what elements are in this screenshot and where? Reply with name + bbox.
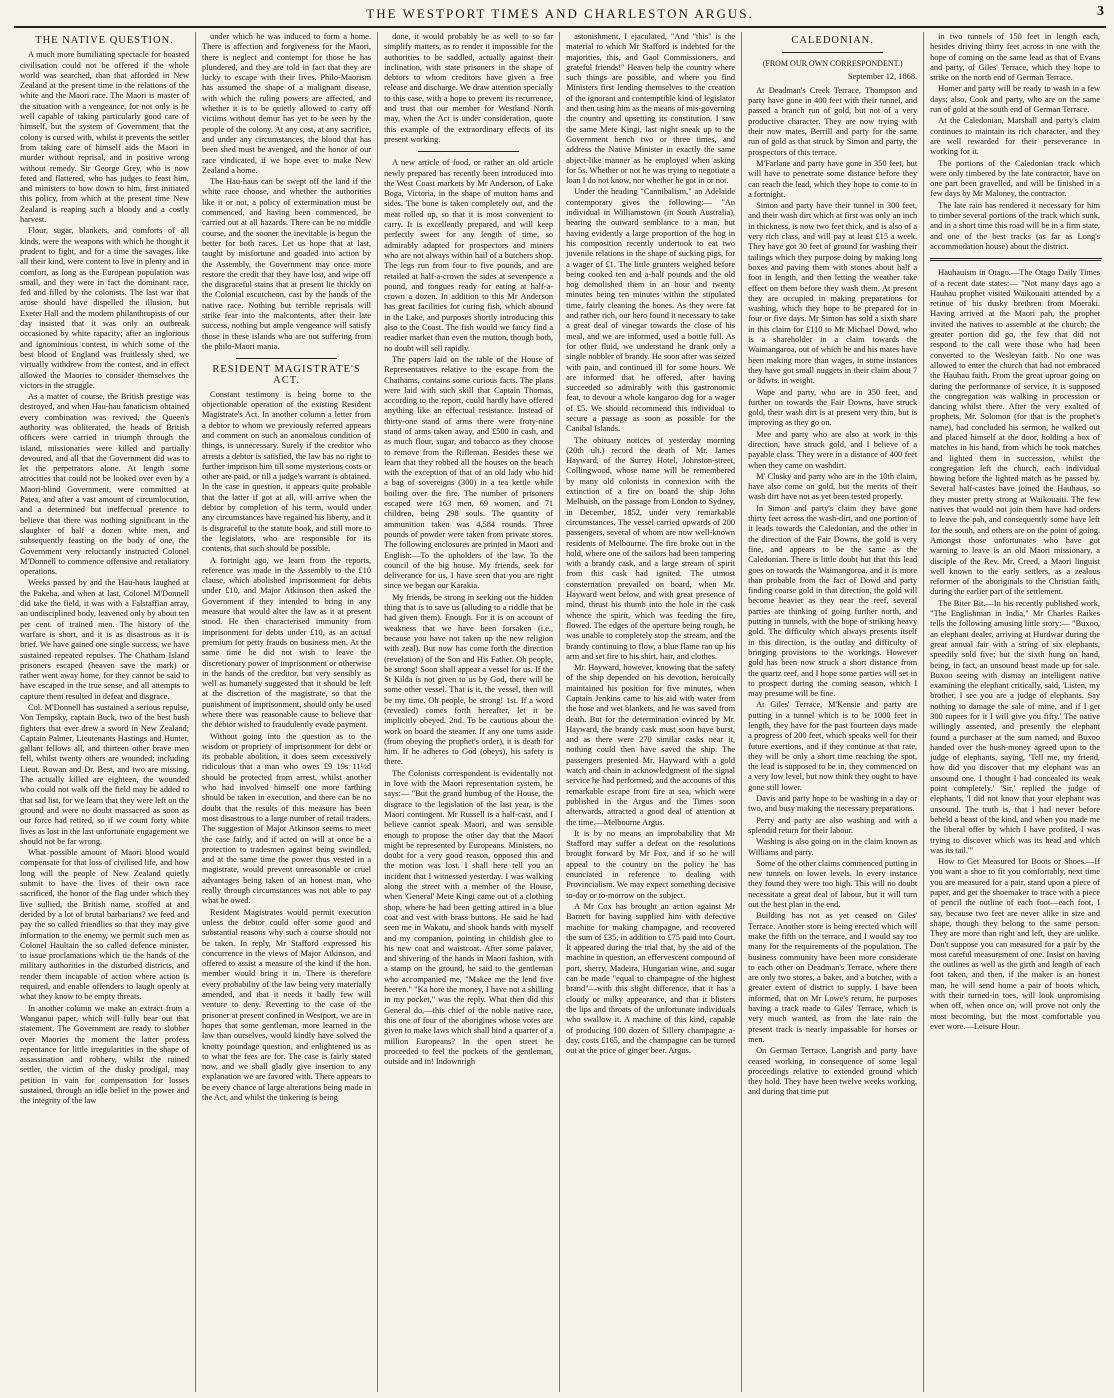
paragraph: The Colonists correspondent is evidentally not in love with the Maori representation system, he says:— "But the grand humbug of the House, the disgrace to the legislation of the last year, is the Maori contingent. Mr Russell is a half-cast, and I believe cannot speak Maori, and was sensible enough to propose the other day that the Maori might be represented by Europeans. Ministers, no doubt for a very good reason, opposed this and the motion was lost. I shall here tell you an incident that I witnessed yesterday. I was walking along the street with a member of the House, when 'General' Mete Kingi came out of a clothing shop, where he had been getting attired in a blue coat and vest with brass buttons. He said he had seen me in Wakatu, and shook hands with myself and my companion, pointing in childish glee to his new coat and waistcoat. After some palaver, and shivering of the hands in Maori fashion, with a stamp on the ground, he said to the gentleman who accompanied me, "Makee me the lend five heeren." "Ka hore the money, I have not a shilling in my pocket," was the reply. What then did this General do,—this chief of the noble native race, this one of four of the aborigines whose votes are given to make laws which shall bind a quarter of a million Europeans? In the open street he proceeded to feel the pockets of the gentleman, outside and in! Indownrigh	[384, 768, 554, 1067]
paragraph: A Mr Cox has brought an action against Mr Barnett for having supplied him with defective machine for making champagne, and recovered the sum of £35, in addition to £75 paid into Court. It appeared during the trial that, by the aid of the machine in question, an effervescent compound of port, sherry, Madeira, Hungarian wine, and sugar can be made "equal to champagne of the highest brand"—with this slight difference, that it has a cloudy or milky appearance, and that it blisters the lips and throats of the unfortunate individuals who swallow it. A machine of this kind, capable of producing 100 dozen of Sillery champagne a-day, costs £165, and the champagne can be turned out at the price of ginger beer. Argus.	[566, 901, 736, 1056]
paragraph: Under the heading "Cannibalism," an Adelaide contemporary gives the following:— "An individual in Williamstown (in South Australia), bearing the outward semblance to a man, but having evidently a large proportion of the hog in his composition recently undertook to eat two juvenile relations in the shape of sucking pigs, for a wager of £1. The little grunters weighed before being cooked ten and a-half pounds and the old hog demolished them in an hour and twenty minutes being ten minutes within the stipulated time, fairly cleaning the bones. As they were fat and rather rich, our hero found it necessary to take a great deal of vinegar towards the close of his meal, and we are informed, used a bottle full. As for other fluid, we understand he drank only a single nobbler of brandy. He soon after was seized with pain, and continued ill for some hours. We are informed that he offered, after having succeeded so admirably with this gastronomic feat, to devour a whole kangaroo dog for a wager of £5. We should recommend this individual to secure a passage as soon as possible for the Canibal Islands.	[566, 187, 736, 434]
paragraph: It is by no means an improbability that Mr Stafford may suffer a defeat on the resolutions brought forward by Mr Fox, and if so he will appeal to the country on the policy he has enunciated in reference to dealing with Provincialism. We may expect something decisive to-day or to-morrow on the subject.	[566, 828, 736, 900]
paragraph: A fortnight ago, we learn from the reports, reference was made in the Assembly to the £10 clause, which abolished imprisonment for debts under £10, and Major Atkinson then asked the Government if they intended to bring in any measure that would alter the law as it at present stood. He then characterised immunity from imprisonment for debts under £10, as an actual premium for petty frauds on business men. At the same time he did not wish to leave the discretionary power of imprisonment or otherwise in the hands of the creditor, but very sensibly as well as humanely suggested that it should be left at the discretion of the magistrate, so that the punishment of imprisonment, should only be used where there was reasonable cause to believe that the debtor wished to fraudulently evade payment.	[202, 555, 372, 730]
article-heading-caledonian: CALEDONIAN.	[791, 35, 874, 46]
page-number: 3	[1097, 4, 1104, 19]
column-6	[924, 32, 1106, 1392]
paragraph: The obituary notices of yesterday morning (20th ult.) record the death of Mr. James Hayward, of the Surrey Hotel, Johnston-street, Collingwood, whose name will be remembered by many old colonists in connexion with the extinction of a fire on board the ship John Melhuish, on the passage from London to Sydney, in December, 1852, under very remarkable circumstances. The vessel carried upwards of 200 passengers, several of whom are now well-known residents of Melbourne. The fire broke out in the hold, where one of the sailors had been tampering with a brandy cask, and a large stream of spirit from this cask had ignited. The utmost consternation prevailed on board, when Mr. Hayward went below, and with great presence of mind, thrust his thumb into the hole in the cask whence the spirit, which was feeding the fire, flowed. The edges of the aperture being rough, he was unable to completely stop the stream, and the brandy continuing to flow, a blue flame ran up his arm and set fire to his shirt, hair, and clothes.	[566, 435, 736, 661]
divider	[930, 258, 1102, 262]
paragraph: My friends, be strong in seeking out the hidden thing that is to save us (alluding to a riddle that he had given them). Enough. For it is on account of weakness that we have been forsaken (i.e., because you have not taken up the new religion with zeal). But now has come forth the direction (revelation) of the Son and His Father. Oh people, be strong! Soon shall appear a vessel for us. If the St Kilda is not given to us by God, there will be some other vessel. That is it, the vessel, then will be my time. Oh people, be strong! 1st. If a word (revealed) comes forth hereafter, let it be implicitly obeyed. 2nd. To be cautious about the work on board the steamer. If any one turns aside (from obeying the prophet's order), it is death for him. If he adheres to God (obeys), his safety is there.	[384, 592, 554, 767]
paragraph: On German Terrace, Langrish and party have ceased working, in consequence of some legal proceedings relative to extended ground which they hold. They have been twelve weeks working, and during that time put	[748, 1046, 918, 1097]
paragraph: In another column we make an extract from a Wanganui paper, which will fully bear out that statement. The Government are ready to slobber over Maories the moment the latter profess repentance for little irregularities in the shape of assassination and robbery, whilst the ruined settler, the victim of the dusky prodigal, may petition in vain for compensation for losses sustained, through an idle belief in the power and the integrity of the law	[20, 1003, 190, 1106]
paragraph: in two tunnels of 150 feet in length each, besides driving thirty feet across in one with the hope of coming on the same lead as that of Evans and party, of Giles' Terrace, which they hope to strike on the north end of German Terrace.	[930, 32, 1101, 83]
paragraph: The portions of the Caledonian track which were only timbered by the late contractor, have on one part been gravelled, and will be finished in a few days by Mr Maloney, the contractor.	[930, 158, 1101, 199]
paragraph: Constant testimony is being borne to the objectionable operation of the existing Resident Magistrate's Act. In another column a letter from a debtor to whom we previously referred appears and comment on such an anomalous condition of things, is unnecessary. Surely if the creditor who arrests a debtor is satisfied, the law has no right to further imprison him till some mysterious costs or other are paid, or till a judge's warrant is obtained. In the case in question, it appears quite probable that the latter if got at all, will arrive when the debtor by completion of his term, would under any circumstances have regained his liberty, and it is disgraceful to the statute book, and still more to the legislators, who are responsible for its contents, that such should be possible.	[202, 389, 372, 554]
column-1	[14, 32, 196, 1392]
paragraph: under which he was induced to form a home. There is affection and forgiveness for the Maori, there is neglect and contempt for those he has plundered, and they are told in fact that they are lucky to escape with their lives. Philo-Maorism has assumed the shape of a malignant disease, with which the ruling powers are affected, and whether it is to be quietly allowed to carry off victims without demur has yet to be seen by the people of the colony. At any cost, at any sacrifice, and under any circumstances, the blood that has been shed must be avenged, and the honor of our race vindicated, if we hope ever to make New Zealand a home.	[202, 32, 372, 175]
paragraph: Washing is also going on in the claim known as Williams and party.	[748, 837, 918, 857]
paragraph: astonishment, I ejaculated, "And "this" is the material to which Mr Stafford is indebted for the majorities, this, and Gaol Commissioners, and grateful friends!" Heaven help the country where such things are possible, and where you find Ministers first lending themselves to the creation of the ignorant and contemptible kind of legislator and then using him as the means of mis-governing the country and upsetting its constitution. I saw the same Mete Kingi, last night sneak up to the Government bench two or three times, and address the Native Minister in exactly the same abject-like manner as he employed when asking for 5s. Whether or not he was trying to negotiate a loan I do not know, nor whether he got in or not.	[566, 32, 736, 186]
paragraph: In Simon and party's claim they have gone thirty feet across the wash-dirt, and one portion of it leads towards the Caledonian, and the other in the direction of the Fair Downs, the gold is very fine, and appears to be the same as the Caledonian. There is little doubt but that this lead goes on towards the Waimangoroa, and it is more than probable from the fact of Dowd and party finding coarse gold in that direction, the gold will become heavier as they near the reef, several parties are thinking of going further north, and putting in tunnels, with the hope of striking heavy gold. The difficulty which always presents itself in this direction, is the outlay and difficulty of bringing provisions to the workings. However gold has been now struck a short distance from the quartz reef, and I hope some parties will set in to prospect during the coming season, which I may presume will be fine.	[748, 503, 918, 699]
paragraph: Homer and party will be ready to wash in a few days; also, Cook and party, who are on the same run of gold at the south end of German Terrace.	[930, 84, 1101, 115]
paragraph: Building has not as yet ceased on Giles' Terrace. Another store is being erected which will make the fifth on the terrace, and I would say too many for the requirements of the population. The business community have been more considerate to each other on Deadman's Terrace, where there are only two stores, a baker, and a butcher, with a greater extent of district to supply. I have been informed, that on Mr Lowe's return, he purposes having a track made to Giles' Terrace, which is very much wanted, as from the late rain the present track is nearly impassable for horses or men.	[748, 911, 918, 1044]
correspondent-line: (FROM OUR OWN CORRESPONDENT.)	[762, 59, 903, 69]
paragraph: A much more humiliating spectacle for boasted civilisation could not be offered if the whole world was searched, than that afforded in New Zealand at the present time in the relations of the white and the Maori race. The Maori is master of the situation with a vengeance, for not only is he well capable of taking particularly good care of himself, but the system of Government that the colony is cursed with, whilst it prevents the settler from taking care of himself aids the Maori in murder without reprisal, and in positive wrong without remedy. Sir George Grey, who is now feted and flattered, who has judges to feast him, and ministers to bow down to him, first initiated this policy, from which at the present time New Zealand is reaping such a bloody and a costly harvest.	[20, 50, 190, 225]
masthead	[14, 4, 1106, 28]
paragraph: The papers laid on the table of the House of Representatives relative to the escape from the Chathams, contains some curious facts. The plans were laid with such skill that Captain Thomas, according to the report, could hardly have offered anything like an effectual resistance. Instead of thirty-one stand of arms there were froty-nine stand of arms taken away, and £500 in cash, and as much flour, sugar, and tobacco as they choose to remove from the Rifleman. Besides these we learn that they robbed all the houses on the beach with the exception of that of an old lady who hid a bag of sovereigns (300) in a tea kettle while boiling over the fire. The number of prisoners escaped were 163 men, 69 women, and 71 children, being 298 souls. The quantity of ammunition taken was 4,584 rounds. Three pounds of powder were taken from private stores. The following enclosures are printed in Maori and English:—To the upholders of the law. To the council of the big house. My friends, seek for deliverance for us, I have seen that you are right since we began our Karakia.	[384, 354, 554, 591]
article-heading-native-question: THE NATIVE QUESTION.	[35, 35, 174, 46]
paragraph: At the Caledonian, Marshall and party's claim continues to maintain its rich character, and they are well rewarded for their perseverance in working for it.	[930, 116, 1101, 157]
paragraph: Flour, sugar, blankets, and comforts of all kinds, were the weapons with which he thought it prudent to fight, and for a time the savages, like all their kind, were content to live in plenty and in comfort, as long as the European population was small, and they were in fact the dominant race, fed and filled by the colonists. The last war that arose should have dispelled the illusion, but Exeter Hall and the modern philanthropists of our day insisted that it was only an outbreak occasioned by white rapacity; after an inglorious and ignominious contest, in which some of the best blood of England was fruitlessly shed, we virtually withdrew from the contest, and in effect allowed the Maories to consider themselves the victors in the struggle.	[20, 226, 190, 390]
newspaper-title: THE WESTPORT TIMES AND CHARLESTON ARGUS.	[366, 6, 754, 21]
paragraph: Perry and party are also washing and with a splendid return for their labour.	[748, 815, 918, 835]
paragraph: Some of the other claims commenced putting in new tunnels on lower levels. In every instance they found they were too high. This will no doubt necessitate a great deal of labour, but it will turn out the best plan in the end.	[748, 858, 918, 910]
column-2	[196, 32, 378, 1392]
divider	[236, 358, 337, 359]
paragraph: Simon and party have their tunnel in 300 feet, and their wash dirt which at first was only an inch in thickness, is now two feet thick, and is also of a very rich class, and will pay at least £15 a week. They have got 30 feet of ground for washing their tailings which they purpose doing by making long boxes and paving them with stones about half a foot in length, and then letting the weather take effect on them before they wash them. At present they are occupied in making preparations for washing, which they hope to be prepared for in four or five days. Mr Simon has sold a sixth share in this claim for £110 to Mr Michael Dowd, who is a shareholder in a claim towards the Waimangaroa, out of which he and his mates have been making more than wages, in some instances they have got small nuggets in their claim about 7 or 8dwts. in weight.	[748, 201, 918, 386]
paragraph: Davis and party hope to be washing in a day or two, and busy making the necessary preparations.	[748, 794, 918, 814]
paragraph: At Giles' Terrace, M'Kensie and party are putting in a tunnel which is to be 1000 feet in length, they have for the past fourteen days made a progress of 200 feet, which speaks well for their future exertions, and if they continue at that rate, they will be only a short time reaching the spot, the lead is supposed to be in, they commenced on a very low level, but now think they ought to have gone still lower.	[748, 700, 918, 792]
paragraph: Mee and party who are also at work in this direction, have struck gold, and I believe of a payable class. They were in a distance of 400 feet when they came on washdirt.	[748, 429, 918, 470]
article-heading-resident-magistrates-act: RESIDENT MAGISTRATE'S ACT.	[212, 364, 361, 386]
paragraph: Hauhauism in Otago.—The Otago Daily Times of a recent date states:— "Not many days ago a Hauhau prophet visited Waikouaiti attended by a retinue of his dusky brethren from Moeraki. Having arrived at the Maori pah, the prophet invited the natives to assemble at the church; the greater portion did go, the few that did not respond to the call were those who had been converted to the Wesleyan faith. No one was allowed to enter the church that had not embraced the Hauhau faith. From the great uproar going on during the performance of service, it is supposed the congregation was walking in procession or dancing whilst there. After the very exalted of prophets, Mr. Solomon (for that is the prophet's name), had concluded his sermon, he walked out and placed himself at the door, holding a box of matches in his hand, from which he took matches and lighted them in succession, whilst the congregation left the church, each individual bowing before the lighted match as he passed by. Several half-castes have joined the Hauhaus, so they muster pretty strong at Waikouaiti. The few natives that would not join them have had orders to leave the pah, and consequently some have left for the south, and others are on the point of going. Amongst those unfortunates who have got warning to leave is an old Maori missionary, a disciple of the Rev. Mr. Creed, a Maori linguist well known to the early settlers, as a zealous reformer of the aboriginals to the Christian faith, during the earlier part of the settlement.	[930, 268, 1101, 597]
paragraph: The Biter Bit.—In his recently published work, "The Englishman in India," Mr Charles Raikes tells the following amusing little story:— "Buxoo, an elephant dealer, arriving at Hurdwar during the great annual fair with a string of six elephants, speedily sold five; but the sixth hung on hand, being, in fact, an unsound beast made up for sale. Buxoo seeing with dismay an intelligent native examining the elephant critically, said, 'Listen, my brother, I see you are a judge of elephants. Say nothing to damage the sale of mine, and if I get 300 rupees for it I will give you fifty.' The native willingly assented, and presently the elephant found a purchaser at the sum named, and Buxoo handed over the hush-money agreed upon to the judge of elephants, saying, 'Tell me, my friend, how did you discover that my elephant was an unsound one. I thought I had concealed its weak point completely.' 'Sir,' replied the judge of elephants, 'I did not know that your elephant was unsound. The truth is, that I had never before beheld a beast of the kind, and when you made me the liberal offer by which I have profited, I was trying to discover which was its head and which was its tail.'"	[930, 598, 1101, 855]
paragraph: As a matter of course, the British prestige was destroyed, and when Hau-hau fanaticism obtained every combination was revived, the Queen's authority was obliterated, the heads of British officers were carried in triumph through the island, missionaries were killed and partially devoured, and all that the Government did was to let the perpetrators alone. At length some atrocities that could not be looked over even by a Maori-blind Government, were committed at Patea, and after a vast amount of circumlocution, and a determined but ineffectual pretence to believe that there was nothing significant in the slaughter of half a dozen white men, and subsequently feasting on the body of one, the Government very reluctantly instructed Colonel M'Donnell to commence offensive and retaliatory operations.	[20, 392, 190, 577]
paragraph: A new article of food, or rather an old article newly prepared has recently been introduced into the West Coast markets by Mr Anderson, of Lake Boga, Victoria, in the shape of mutton hams and sides. The bone is taken completely out, and the meat rolled up, so that it is most convenient to carry. It is excellently prepared, and will keep perfectly sweet for any length of time, so admirably adapted for prospectors and miners who are not always within hail of a butchers shop. The legs run from four to five pounds, and are retailed at half-a-crown the sides at sevenpence a pound, and tongues ready for eating at half-a-crown a dozen. In addition to this Mr Anderson has great facilities for curing fish, which abound in the Lake, and purposes shortly introducing this also to the Coast. The fish would we fancy find a readier market than even the mutton, though both, no doubt will sell rapidly.	[384, 158, 554, 353]
paragraph: Col. M'Donnell has sustained a serious repulse, Von Tempsky, captain Buck, two of the best bush fighters that ever drew a sword in New Zealand; Captain Palmer, Lieutenants Hastings and Hunter, gallant fellows all, and thirteen other brave men fell, whilst twenty others are wounded; including Lieut. Rowan and Dr. Best, and two are missing. The actually killed are eighteen, the wounded who could not walk off the field may be added to that sad list, for we learn that they were left on the ground and were no doubt massacred as soon as our force had retired, so if we count forty white lives as lost in the last unfortunate engagement we should not be far wrong.	[20, 703, 190, 846]
column-5	[742, 32, 924, 1392]
paragraph: What possible amount of Maori blood would compensate for that loss of civilised life, and how long will the people of New Zealand quietly submit to have the lives of their own race sacrificed, the honor of the flag under which they live sullied, the British name, scoffed at and derided by a lot of brutal barbarians? we feed and pay the so called friendlies so that they may give information to the enemy, we permit such men as Colonel Haultain the so called defence minister, to issue proclamations which tie the hands of the military authorities in the disturbed districts, and render them incapable of action where action is required, and enable offenders to laugh openly at what they know to be empty threats.	[20, 848, 190, 1002]
paragraph: Without going into the question as to the wisdom or propriety of imprisonment for debt or its probable abolition, it does seem excessively ridiculous that a man who owes £9 19s 11½d should be protected from arrest, whilst another who had involved himself one more farthing should be taken in execution, and there can be no doubt that the results of this measure has been most disastrous to a large number of retail traders. The suggestion of Major Atkinson seems to meet the case fairly, and if acted on will at once be a protection to tradesmen against being swindled, and at the same time the power thus vested in a magistrate, would prevent unreasonable or cruel advantages being taken of an honest man, who really through circumstances was not able to pay what he owed.	[202, 731, 372, 906]
divider	[418, 151, 519, 152]
column-3	[378, 32, 560, 1392]
paragraph: The late rain has rendered it necessary for him to timber several portions of the track which sunk, and in a short time this road will be in a firm state, and one of the best tracks (as far as Long's accommodation house) about the district.	[930, 200, 1101, 251]
column-4	[560, 32, 742, 1392]
paragraph: The Hau-haus can be swept off the land if the white race choose, and whether the authorities like it or not, a policy of extermination must be commenced, and having been commenced, be carried out at all hazards. There can be no middle course, and the sooner the inevitable is begun the better for both races. Let us hope that at last, taught by misfortune and goaded into action by the Assembly, the Government may once more restore the credit that they have lost, and wipe off the disgraceful stains that at present lie thickly on the Colonial escutcheon, cast by the hands of the native race. Nothing but terrible reprisals will strike fear into the malcontents, after their late success, nothing but ample vengeance will satisfy those in these islands who are not suffering from the philo-Maori mania.	[202, 177, 372, 351]
divider	[782, 52, 883, 53]
dateline: September 12, 1868.	[847, 71, 918, 81]
paragraph: Wape and party, who are in 350 feet, and further on towards the Fair Downs, have struck gold, their wash dirt is at present very thin, but is improving as they go on.	[748, 387, 918, 428]
paragraph: At Deadman's Creek Terrace, Thompson and party have gone in 400 feet with their tunnel, and passed a branch run of gold, but not of a very productive character. They are now trying with their now mates, Berrill and party for the same run of gold as that struck by Simon and party, the prospectors of this terrace.	[748, 85, 918, 157]
paragraph: done, it would probably be as well to so far simplify matters, as to render it impossible for the authorities to be saddled, actually against their inclination, with state prisoners in the shape of debtors to whom creditors have given a free release and discharge. We draw attention specially to this case, with a hope to prevent its recurrence, and trust that our member for Westland North may, when the Act is under consideration, quote this example of the extraordinary effects of its present working.	[384, 32, 554, 144]
paragraph: Resident Magistrates would permit execution unless the debtor could offer some good and substantial reasons why such a course should not be taken. In reply, Mr Stafford expressed his concurrence in the views of Major Atkinson, and offered to assist a measure of the kind if the hon. member would bring it in. There is therefore every probability of the law being very materially amended, and that it needs it badly few will venture to deny. Reverting to the case of the prisoner at present confined in Westport, we are in hopes that some gentleman, more learned in the law than ourselves, would kindly have solved the knotty poundage question, and enlightened us as to what the fees are for. The case is fairly stated now, and we shall gladly give insertion to any explanation we are favored with. There appears to be every chance of large alterations being made in the Act, and whilst the tinkering is being	[202, 907, 372, 1102]
paragraph: How to Get Measured for Boots or Shoes.—If you want a shoe to fit you comfortably, next time you are measured for a pair, stand upon a piece of paper, and get the shoemaker to trace with a piece of pencil the outline of each foot—each foot, I say, because two feet are never alike in size and shape, though they belong to the same person. They are more than right and left, they are unlike. Don't suppose you can measured for a pair by the most careful measurement of one. Insist on having the outlines as well as the girth and length of each foot taken, and then, if the maker is an honest man, he will send home a pair of boots which, with their turned-in toes, will look unpromising when off, when once on, will prove not only the most becoming, but the most comfortable you ever wore.—Leisure Hour.	[930, 857, 1101, 1031]
paragraph: M' Clusky and party who are in the 10th claim, have also come on gold, but the merits of their wash dirt have not as yet been tested properly.	[748, 471, 918, 502]
columns	[14, 32, 1106, 1392]
paragraph: Mr. Hayward, however, knowing that the safety of the ship depended on his devotion, heroically maintained his position for five minutes, when Captain Jenkins came to his aid with water from the hose and wet blankets, and he was saved from death. But for the determination evinced by Mr. Hayward, the brandy cask must soon have burst, and as there were 270 similar casks near it, nothing could then have saved the ship. The passengers presented Mr. Hayward with a gold watch and chain in acknowledgment of the signal service he had performed; and the accounts of this remarkable escape from fire at sea, which were published in the Argus and the Times soon afterwards, attracted a good deal of attention at the time.—Melbourne Argus.	[566, 663, 736, 827]
paragraph: Weeks passed by and the Hau-haus laughed at the Pakeha, and when at last, Colonel M'Donnell did take the field, it was with a Falstaffian array, an undisciplined body, leavened only by about ten per cent. of trained men. The history of the warfare is short, and it is as disastrous as it is brief. We have gained one single success, we have sustained repeated repulses. The Chatham Island prisoners escaped (heaven save the mark) or rather went away home, for they cannot be said to have escaped in the true sense, and all attempts to capture them resulted in defeat and disgrace.	[20, 578, 190, 701]
paragraph: M'Farlane and party have gone in 350 feet, but will have to penetrate some distance before they can reach the lead, which they hope to come to in a fortnight.	[748, 158, 918, 199]
